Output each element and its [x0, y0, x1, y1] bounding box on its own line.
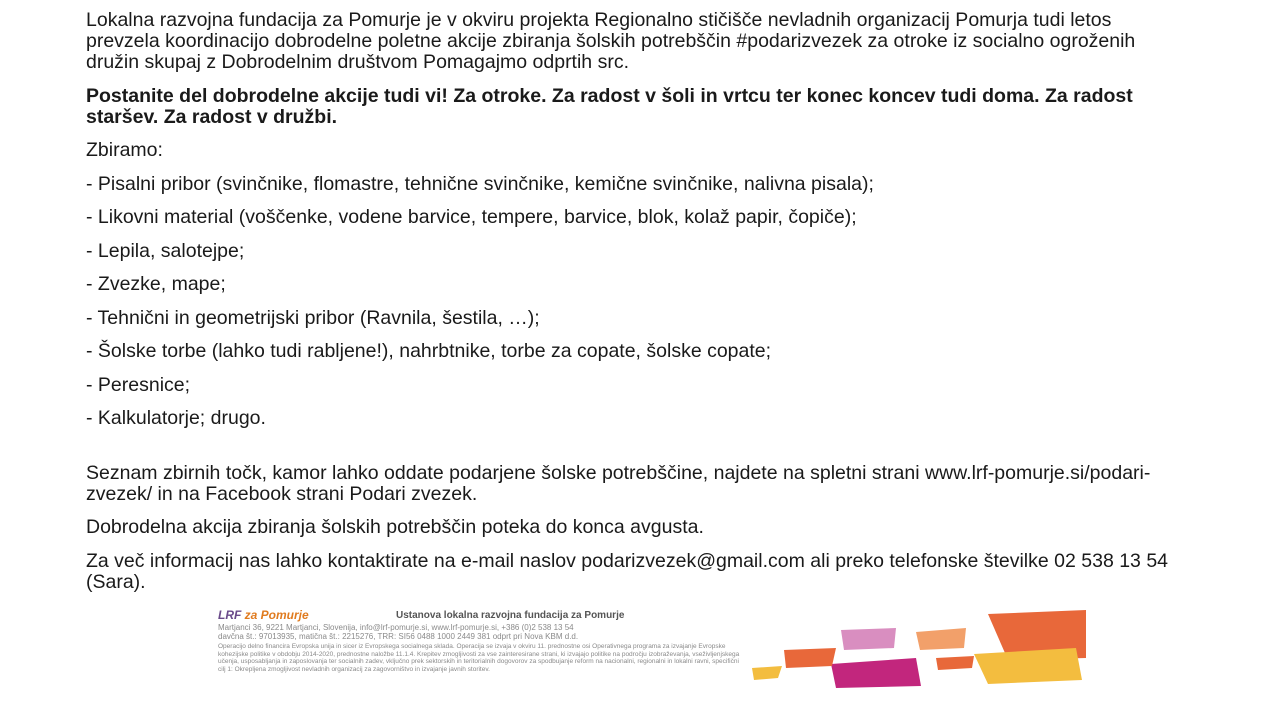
logo-lrf: LRF	[218, 608, 242, 622]
collect-heading: Zbiramo:	[86, 139, 163, 161]
shape-peach	[916, 628, 966, 650]
shape-peach-small	[752, 666, 782, 680]
deadline-paragraph: Dobrodelna akcija zbiranja šolskih potrebščin poteka do konca avgusta.	[86, 516, 704, 538]
list-item: - Lepila, salotejpe;	[86, 239, 245, 262]
list-item: - Pisalni pribor (svinčnike, flomastre, tehnične svinčnike, kemične svinčnike, nalivna pisala);	[86, 172, 874, 195]
footer-banner	[216, 606, 1088, 688]
intro-paragraph: Lokalna razvojna fundacija za Pomurje je v okviru projekta Regionalno stičišče nevladnih organizacij Pomurja tudi letos prevzela koordinacijo dobrodelne poletne akcije zbiranja šolskih potrebščin #podarizvezek za otroke iz socialno ogroženih družin skupaj z Dobrodelnim društvom Pomagajmo odprtih src.	[86, 9, 1136, 73]
spacer	[86, 442, 1176, 463]
collection-points-paragraph: Seznam zbirnih točk, kamor lahko oddate podarjene šolske potrebščine, najdete na spletni strani www.lrf-pomurje.si/podari-zvezek/ in na Facebook strani Podari zvezek.	[86, 461, 1151, 505]
shape-orange-mid	[784, 648, 836, 668]
list-item: - Tehnični in geometrijski pribor (Ravnila, šestila, …);	[86, 306, 540, 329]
org-address: Martjanci 36, 9221 Martjanci, Slovenija, info@lrf-pomurje.si, www.lrf-pomurje.si, +386 (0)2 538 13 54 davčna št.: 97013935, matična št.: 2215276, TRR: SI56 0488 1000 2449 381 odprt pri Nova KBM d.d.	[218, 623, 579, 641]
list-item: - Šolske torbe (lahko tudi rabljene!), nahrbtnike, torbe za copate, šolske copate;	[86, 340, 772, 362]
slide-body	[86, 10, 1176, 605]
contact-paragraph: Za več informacij nas lahko kontaktirate na e-mail naslov podarizvezek@gmail.com ali preko telefonske številke 02 538 13 54 (Sara).	[86, 549, 1169, 593]
eu-notice: Operacijo delno financira Evropska unija in sicer iz Evropskega socialnega sklada. Operacija se izvaja v okviru 11. prednostne osi Operativnega programa za izvajanje Evropske kohezijske politike v obdobju 2014-2020, prednostne naložbe 11.1.4. Krepitev zmogljivosti za vse zainteresirane strani, ki izvajajo politike na področju izobraževanja, vseživljenjskega učenja, usposabljanja in zaposlovanja ter socialnih zadev, vključno prek sektorskih in teritorialnih dogovorov za spodbujanje reform na nacionalni, regionalni in lokalni ravni, specifični cilj 1: Okrepljena zmogljivost nevladnih organizacij za zagovorništvo in izvajanje javnih storitev.	[218, 643, 740, 673]
list-item: - Kalkulatorje; drugo.	[86, 407, 266, 429]
org-name: Ustanova lokalna razvojna fundacija za Pomurje	[396, 610, 625, 621]
list-item: - Likovni material (voščenke, vodene barvice, tempere, barvice, blok, kolaž papir, čopiče);	[86, 206, 857, 228]
shape-orange-small	[936, 656, 974, 670]
call-to-action: Postanite del dobrodelne akcije tudi vi! Za otroke. Za radost v šoli in vrtcu ter konec koncev tudi doma. Za radost staršev. Za radost v družbi.	[86, 84, 1133, 128]
lrf-logo	[218, 608, 309, 622]
list-item: - Zvezke, mape;	[86, 273, 226, 295]
shape-yellow	[974, 648, 1082, 684]
logo-za-pomurje: za Pomurje	[244, 608, 309, 622]
list-item: - Peresnice;	[86, 373, 191, 396]
shape-pink	[841, 628, 896, 650]
shape-magenta	[831, 658, 921, 688]
